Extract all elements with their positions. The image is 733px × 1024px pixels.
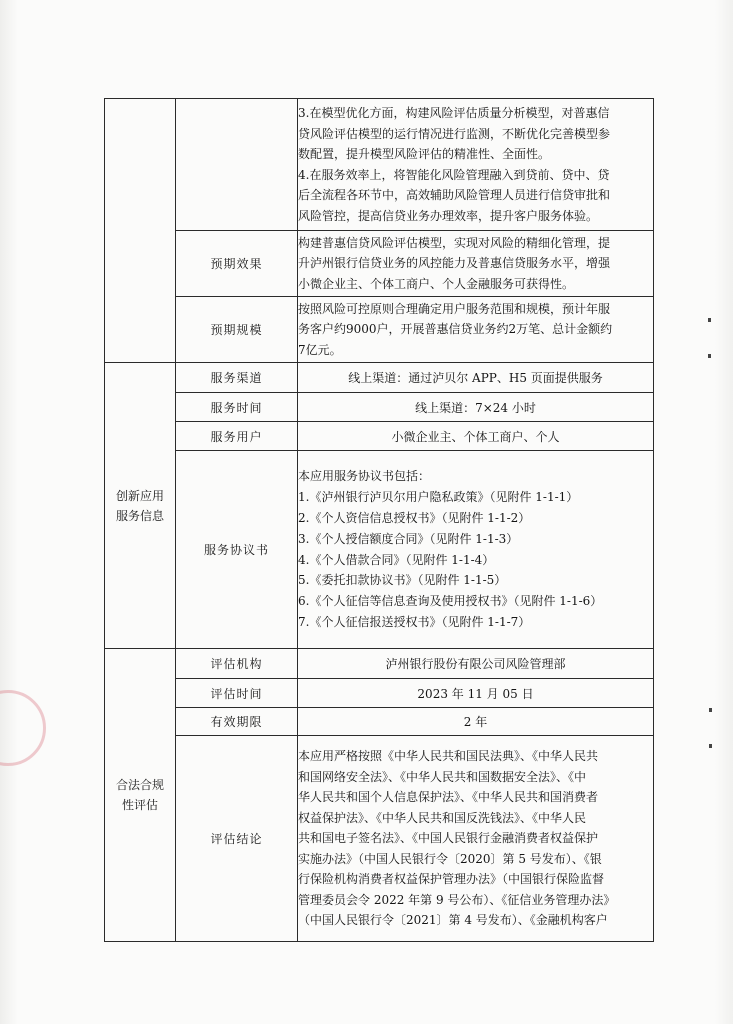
service-users-label: 服务用户 — [176, 422, 298, 451]
expected-scale-label: 预期规模 — [176, 297, 298, 363]
text-line: 贷风险评估模型的运行情况进行监测，不断优化完善模型参 — [298, 126, 611, 141]
service-agreement-list — [298, 451, 654, 649]
assessment-org-value: 泸州银行股份有限公司风险管理部 — [298, 649, 654, 679]
scan-mark — [708, 318, 711, 322]
conclusion-label: 评估结论 — [176, 736, 298, 942]
conclusion-row — [105, 736, 654, 942]
scan-mark — [709, 744, 712, 748]
validity-label: 有效期限 — [176, 708, 298, 736]
expected-scale-text — [298, 297, 654, 363]
expected-effect-text — [298, 231, 654, 297]
expected-scale-row — [105, 297, 654, 363]
text-line: 权益保护法》、《中华人民共和国反洗钱法》、《中华人民 — [298, 810, 587, 825]
text-line: 风险管控，提高信贷业务办理效率，提升客户服务体验。 — [298, 208, 599, 223]
text-line: 实施办法》（中国人民银行令〔2020〕第 5 号发布）、《银 — [298, 851, 602, 866]
text-line: 管理委员会令 2022 年第 9 号公布）、《征信业务管理办法》 — [298, 892, 616, 907]
model-optimization-row — [105, 99, 654, 231]
section-title-line: 创新应用 — [115, 488, 164, 503]
validity-value: 2 年 — [298, 708, 654, 736]
assessment-org-label: 评估机构 — [176, 649, 298, 679]
section-title-line: 服务信息 — [115, 508, 164, 523]
model-optimization-text — [298, 99, 654, 231]
agreement-item: 6.《个人征信等信息查询及使用授权书》（见附件 1-1-6） — [298, 594, 603, 609]
agreement-item: 1.《泸州银行泸贝尔用户隐私政策》（见附件 1-1-1） — [298, 490, 579, 505]
agreement-intro: 本应用服务协议书包括： — [298, 469, 431, 484]
service-channel-label: 服务渠道 — [176, 363, 298, 393]
text-line: 构建普惠信贷风险评估模型，实现对风险的精细化管理，提 — [298, 235, 611, 250]
scan-mark — [709, 708, 712, 712]
assessment-org-row — [105, 649, 654, 679]
text-line: 后全流程各环节中，高效辅助风险管理人员进行信贷审批和 — [298, 188, 611, 202]
conclusion-text — [298, 736, 654, 942]
assessment-date-row — [105, 679, 654, 708]
agreement-item: 5.《委托扣款协议书》（见附件 1-1-5） — [298, 573, 507, 588]
compliance-section-title — [105, 649, 176, 942]
text-line: 务客户约9000户，开展普惠信贷业务约2万笔、总计金额约 — [298, 322, 613, 337]
service-time-value: 线上渠道：7×24 小时 — [298, 393, 654, 422]
text-line: 共和国电子签名法》、《中国人民银行金融消费者权益保护 — [298, 831, 599, 846]
application-info-table — [104, 98, 654, 942]
text-line: 本应用严格按照《中华人民共和国民法典》、《中华人民共 — [298, 749, 599, 764]
validity-row — [105, 708, 654, 736]
service-info-section-title — [105, 363, 176, 649]
expected-effect-label: 预期效果 — [176, 231, 298, 297]
text-line: 小微企业主、个体工商户、个人金融服务可获得性。 — [298, 276, 575, 291]
section-cell-blank — [105, 99, 176, 363]
label-cell-blank — [176, 99, 298, 231]
agreement-item: 4.《个人借款合同》（见附件 1-1-4） — [298, 552, 495, 567]
service-agreement-label: 服务协议书 — [176, 451, 298, 649]
section-title-line: 合法合规 — [115, 778, 164, 792]
text-line: 按照风险可控原则合理确定用户服务范围和规模，预计年服 — [298, 301, 611, 316]
expected-effect-row — [105, 231, 654, 297]
service-users-value: 小微企业主、个体工商户、个人 — [298, 422, 654, 451]
text-line: 4.在服务效率上，将智能化风险管理融入到贷前、贷中、贷 — [298, 167, 610, 182]
assessment-date-value: 2023 年 11 月 05 日 — [298, 679, 654, 708]
service-agreement-row — [105, 451, 654, 649]
agreement-item: 3.《个人授信额度合同》（见附件 1-1-3） — [298, 531, 519, 546]
service-users-row — [105, 422, 654, 451]
scan-mark — [708, 354, 711, 358]
service-channel-row — [105, 363, 654, 393]
text-line: 7亿元。 — [298, 342, 342, 357]
service-channel-value: 线上渠道：通过泸贝尔 APP、H5 页面提供服务 — [298, 363, 654, 393]
text-line: 数配置，提升模型风险评估的精准性、全面性。 — [298, 147, 551, 161]
text-line: 行保险机构消费者权益保护管理办法》（中国银行保险监督 — [298, 872, 605, 887]
text-line: 华人民共和国个人信息保护法》、《中华人民共和国消费者 — [298, 790, 599, 805]
text-line: 和国网络安全法》、《中华人民共和国数据安全法》、《中 — [298, 769, 587, 784]
section-title-line: 性评估 — [121, 798, 158, 812]
agreement-item: 2.《个人资信信息授权书》（见附件 1-1-2） — [298, 510, 531, 525]
agreement-item: 7.《个人征信报送授权书》（见附件 1-1-7） — [298, 614, 531, 629]
text-line: 3.在模型优化方面，构建风险评估质量分析模型，对普惠信 — [298, 106, 610, 120]
service-time-label: 服务时间 — [176, 393, 298, 422]
service-time-row — [105, 393, 654, 422]
text-line: （中国人民银行令〔2021〕第 4 号发布）、《金融机构客户 — [298, 913, 608, 928]
assessment-date-label: 评估时间 — [176, 679, 298, 708]
text-line: 升泸州银行信贷业务的风控能力及普惠信贷服务水平，增强 — [298, 256, 611, 271]
